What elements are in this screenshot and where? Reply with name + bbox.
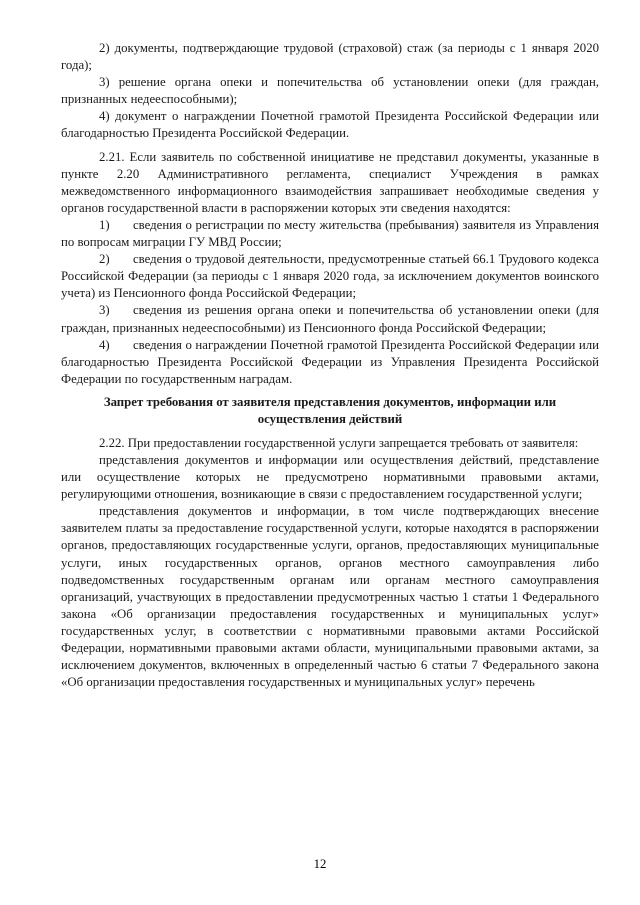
list-item-number: 1) bbox=[99, 217, 110, 232]
list-item-text: сведения о награждении Почетной грамотой Президента Российской Федерации или благодарностью Президента Российской Федерации из Управления Президента Российской Федерации по государственным наградам. bbox=[61, 337, 599, 386]
list-item-2-21-3 bbox=[61, 302, 599, 336]
paragraph-item-2: 2) документы, подтверждающие трудовой (страховой) стаж (за периоды с 1 января 2020 года); bbox=[61, 41, 599, 73]
page-number: 12 bbox=[313, 857, 327, 871]
list-item-number: 3) bbox=[99, 303, 110, 318]
list-item-2-21-2 bbox=[61, 251, 599, 302]
list-item-number: 4) bbox=[99, 337, 110, 352]
paragraph-item-3: 3) решение органа опеки и попечительства об установлении опеки (для граждан, признанных недееспособными); bbox=[61, 75, 599, 107]
list-item-text: сведения из решения органа опеки и попечительства об установлении опеки (для граждан, признанных недееспособными) из Пенсионного фонда Российской Федерации; bbox=[61, 303, 599, 335]
list-item-text: сведения о трудовой деятельности, предусмотренные статьей 66.1 Трудового кодекса Российской Федерации (за периоды с 1 января 2020 года, за исключением документов воинского учета) из Пенсионного фонда Российской Федерации; bbox=[61, 252, 599, 301]
paragraph-item-4: 4) документ о награждении Почетной грамотой Президента Российской Федерации или благодарностью Президента Российской Федерации. bbox=[61, 109, 599, 141]
paragraph-2-22-1: представления документов и информации или осуществления действий, представление или осуществление которых не предусмотрено нормативными правовыми актами, регулирующими отношения, возникающие в связи с предоставлением государственной услуги; bbox=[61, 452, 599, 502]
list-item-2-21-4 bbox=[61, 337, 599, 388]
list-item-text: сведения о регистрации по месту жительства (пребывания) заявителя из Управления по вопросам миграции ГУ МВД России; bbox=[61, 217, 599, 250]
list-item-2-21-1 bbox=[61, 217, 599, 251]
list-item-number: 2) bbox=[99, 252, 110, 267]
paragraph-2-21-intro: 2.21. Если заявитель по собственной инициативе не представил документы, указанные в пункте 2.20 Административного регламента, специалист Учреждения в рамках межведомственного информационного взаимодействия запрашивает необходимые сведения у органов государственной власти в распоряжении которых эти сведения находятся: bbox=[61, 149, 599, 215]
section-heading: Запрет требования от заявителя представления документов, информации или осуществления действий bbox=[103, 394, 557, 426]
paragraph-2-22-intro: 2.22. При предоставлении государственной услуги запрещается требовать от заявителя: bbox=[99, 435, 579, 450]
paragraph-2-22-2: представления документов и информации, в том числе подтверждающих внесение заявителем платы за предоставление государственной услуги, которые находятся в распоряжении органов, предоставляющих государственные услуги, органов, предоставляющих муниципальные услуги, иных государственных органов, органов местного самоуправления либо подведомственных государственным органам или органам местного самоуправления организаций, участвующих в предоставлении предусмотренных частью 1 статьи 1 Федерального закона «Об организации предоставления государственных и муниципальных услуг» государственных услуг, в соответствии с нормативными правовыми актами Российской Федерации, нормативными правовыми актами области, муниципальными правовыми актами, за исключением документов, включенных в определенный частью 6 статьи 7 Федерального закона «Об организации предоставления государственных и муниципальных услуг» перечень bbox=[61, 504, 599, 690]
